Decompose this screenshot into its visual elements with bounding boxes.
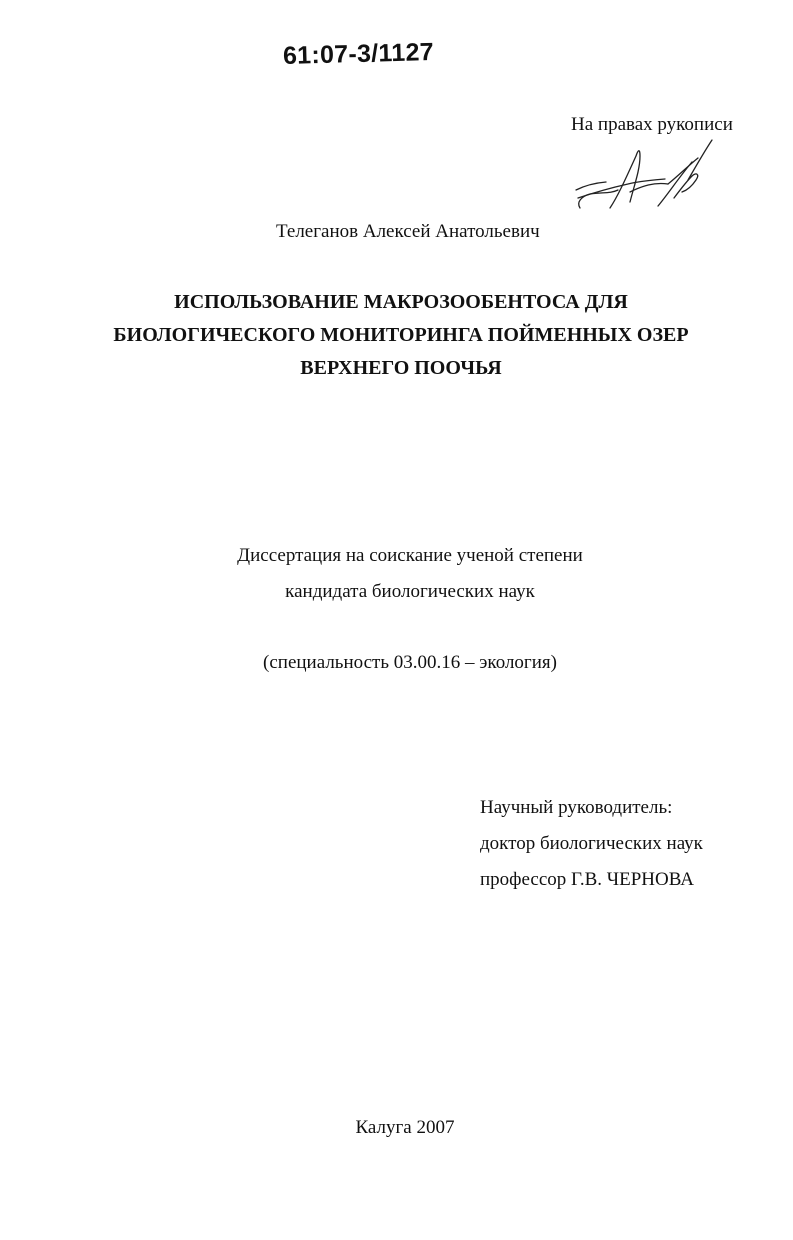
- degree-line-2: кандидата биологических наук: [285, 581, 535, 602]
- supervisor-degree: доктор биологических наук: [480, 833, 703, 854]
- specialty-line: (специальность 03.00.16 – экология): [263, 652, 557, 673]
- supervisor-name: профессор Г.В. ЧЕРНОВА: [480, 869, 694, 890]
- degree-line-1: Диссертация на соискание ученой степени: [237, 545, 583, 566]
- supervisor-label: Научный руководитель:: [480, 797, 673, 818]
- title-line: БИОЛОГИЧЕСКОГО МОНИТОРИНГА ПОЙМЕННЫХ ОЗЕР: [113, 324, 689, 346]
- archive-stamp-number: 61:07-3/1127: [282, 38, 435, 70]
- author-name: Телеганов Алексей Анатольевич: [276, 221, 540, 242]
- title-line: ИСПОЛЬЗОВАНИЕ МАКРОЗООБЕНТОСА ДЛЯ: [174, 291, 628, 313]
- place-and-year: Калуга 2007: [355, 1117, 455, 1138]
- manuscript-rights-note: На правах рукописи: [571, 114, 733, 135]
- dissertation-title: [96, 286, 706, 385]
- title-line: ВЕРХНЕГО ПООЧЬЯ: [300, 357, 502, 379]
- signature-icon: [570, 136, 720, 216]
